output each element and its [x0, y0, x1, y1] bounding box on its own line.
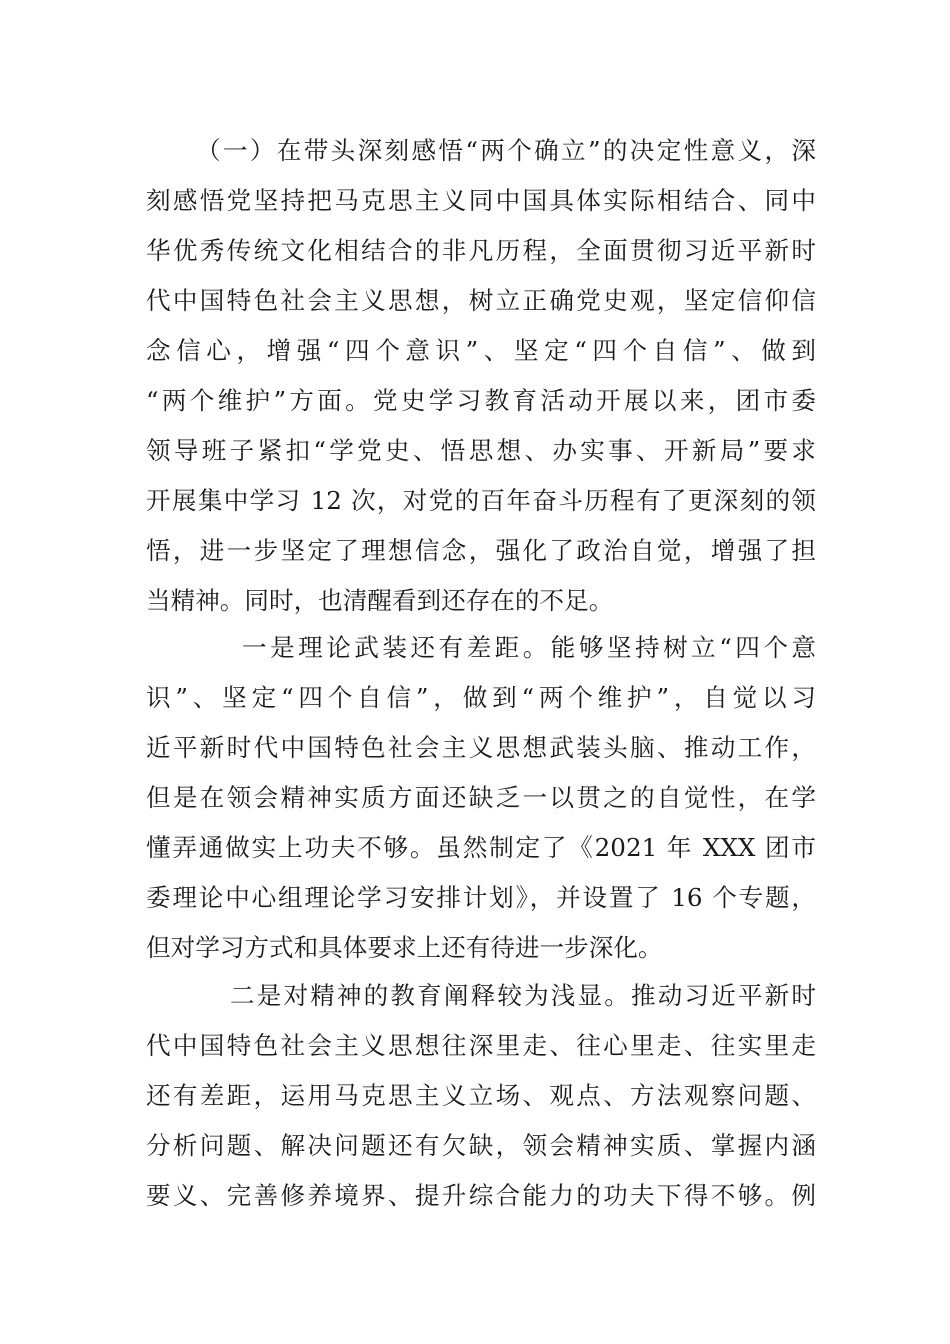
- text-line: 懂弄通做实上功夫不够。虽然制定了《2021 年 XXX 团市: [146, 833, 816, 862]
- text-line: 二是对精神的教育阐释较为浅显。推动习近平新时: [230, 981, 816, 1010]
- text-line: 刻感悟党坚持把马克思主义同中国具体实际相结合、同中: [146, 186, 816, 215]
- text-line: 但对学习方式和具体要求上还有待进一步深化。: [146, 933, 663, 962]
- text-line: 领导班子紧扣“学党史、悟思想、办实事、开新局”要求: [146, 436, 816, 465]
- text-line: 一是理论武装还有差距。能够坚持树立“四个意: [242, 633, 816, 662]
- text-line: 识”、坚定“四个自信”，做到“两个维护”，自觉以习: [146, 683, 816, 712]
- text-line: 悟，进一步坚定了理想信念，强化了政治自觉，增强了担: [146, 536, 816, 565]
- text-line: 委理论中心组理论学习安排计划》，并设置了 16 个专题，: [146, 883, 816, 912]
- text-line: 开展集中学习 12 次，对党的百年奋斗历程有了更深刻的领: [146, 486, 816, 515]
- text-line: 分析问题、解决问题还有欠缺，领会精神实质、掌握内涵: [146, 1131, 816, 1160]
- text-line: 但是在领会精神实质方面还缺乏一以贯之的自觉性，在学: [146, 783, 816, 812]
- text-line: （一）在带头深刻感悟“两个确立”的决定性意义，深: [196, 136, 816, 165]
- text-line: 还有差距，运用马克思主义立场、观点、方法观察问题、: [146, 1081, 816, 1110]
- text-line: 华优秀传统文化相结合的非凡历程，全面贯彻习近平新时: [146, 236, 816, 265]
- text-line: 近平新时代中国特色社会主义思想武装头脑、推动工作，: [146, 733, 816, 762]
- text-line: 当精神。同时，也清醒看到还存在的不足。: [146, 586, 614, 615]
- text-line: 代中国特色社会主义思想，树立正确党史观，坚定信仰信: [146, 286, 816, 315]
- text-line: 代中国特色社会主义思想往深里走、往心里走、往实里走: [146, 1031, 816, 1060]
- text-line: “两个维护”方面。党史学习教育活动开展以来，团市委: [146, 386, 816, 415]
- text-line: 要义、完善修养境界、提升综合能力的功夫下得不够。例: [146, 1181, 816, 1210]
- text-line: 念信心，增强“四个意识”、坚定“四个自信”、做到: [146, 336, 816, 365]
